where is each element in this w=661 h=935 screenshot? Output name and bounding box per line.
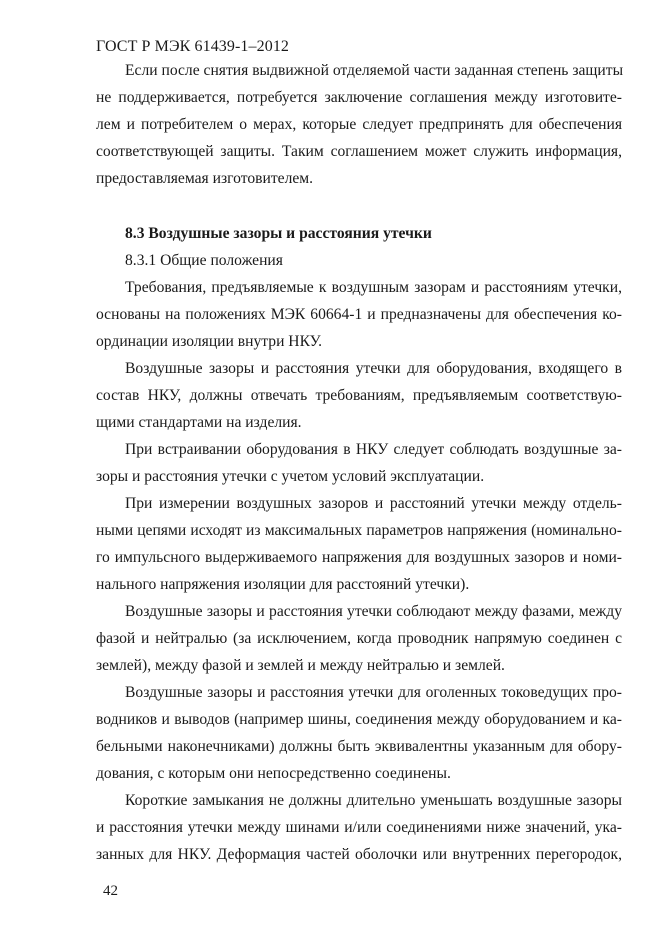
paragraph-6-line-1: Воздушные зазоры и расстояния утечки соблюдают между фазами, между [125, 603, 622, 620]
paragraph-8-line-3: занных для НКУ. Деформация частей оболочки или внутренних перегородок, [96, 846, 622, 863]
paragraph-1-line-3: лем и потребителем о мерах, которые следует предпринять для обеспечения [96, 116, 622, 133]
paragraph-2-line-3: ординации изоляции внутри НКУ. [96, 333, 323, 350]
paragraph-7-line-4: дования, с которым они непосредственно соединены. [96, 765, 451, 782]
paragraph-3-line-3: щими стандартами на изделия. [96, 414, 302, 431]
paragraph-8-line-1: Короткие замыкания не должны длительно уменьшать воздушные зазоры [125, 792, 622, 809]
paragraph-2-line-1: Требования, предъявляемые к воздушным зазорам и расстояниям утечки, [125, 279, 622, 296]
section-heading: 8.3 Воздушные зазоры и расстояния утечки [125, 225, 432, 242]
paragraph-2-line-2: основаны на положениях МЭК 60664-1 и предназначены для обеспечения ко- [96, 306, 622, 323]
paragraph-5-line-2: ными цепями исходят из максимальных параметров напряжения (номинально- [96, 522, 622, 539]
paragraph-4-line-1: При встраивании оборудования в НКУ следует соблюдать воздушные за- [125, 441, 622, 458]
paragraph-6-line-3: землей), между фазой и землей и между нейтралью и землей. [96, 657, 505, 674]
paragraph-8-line-2: и расстояния утечки между шинами и/или соединениями ниже значений, ука- [96, 819, 622, 836]
paragraph-1-line-4: соответствующей защиты. Таким соглашением может служить информация, [96, 143, 622, 160]
paragraph-4-line-2: зоры и расстояния утечки с учетом условий эксплуатации. [96, 468, 485, 485]
paragraph-6-line-2: фазой и нейтралью (за исключением, когда проводник напрямую соединен с [96, 630, 622, 647]
paragraph-3-line-2: состав НКУ, должны отвечать требованиям, предъявляемым соответствую- [96, 387, 622, 404]
page-number: 42 [103, 883, 118, 899]
standard-header: ГОСТ Р МЭК 61439-1–2012 [96, 38, 290, 55]
subsection-heading: 8.3.1 Общие положения [125, 252, 283, 269]
paragraph-3-line-1: Воздушные зазоры и расстояния утечки для оборудования, входящего в [125, 360, 622, 377]
paragraph-7-line-1: Воздушные зазоры и расстояния утечки для оголенных токоведущих про- [125, 684, 622, 701]
paragraph-5-line-3: го импульсного выдерживаемого напряжения для воздушных зазоров и номи- [96, 549, 622, 566]
paragraph-1-line-1: Если после снятия выдвижной отделяемой части заданная степень защиты [125, 62, 624, 79]
paragraph-5-line-4: нального напряжения изоляции для расстояний утечки). [96, 576, 470, 593]
paragraph-7-line-3: бельными наконечниками) должны быть эквивалентны указанным для обору- [96, 738, 622, 755]
paragraph-1-line-2: не поддерживается, потребуется заключение соглашения между изготовите- [96, 89, 622, 106]
paragraph-7-line-2: водников и выводов (например шины, соединения между оборудованием и ка- [96, 711, 622, 728]
paragraph-1-line-5: предоставляемая изготовителем. [96, 170, 314, 187]
paragraph-5-line-1: При измерении воздушных зазоров и расстояний утечки между отдель- [125, 495, 622, 512]
